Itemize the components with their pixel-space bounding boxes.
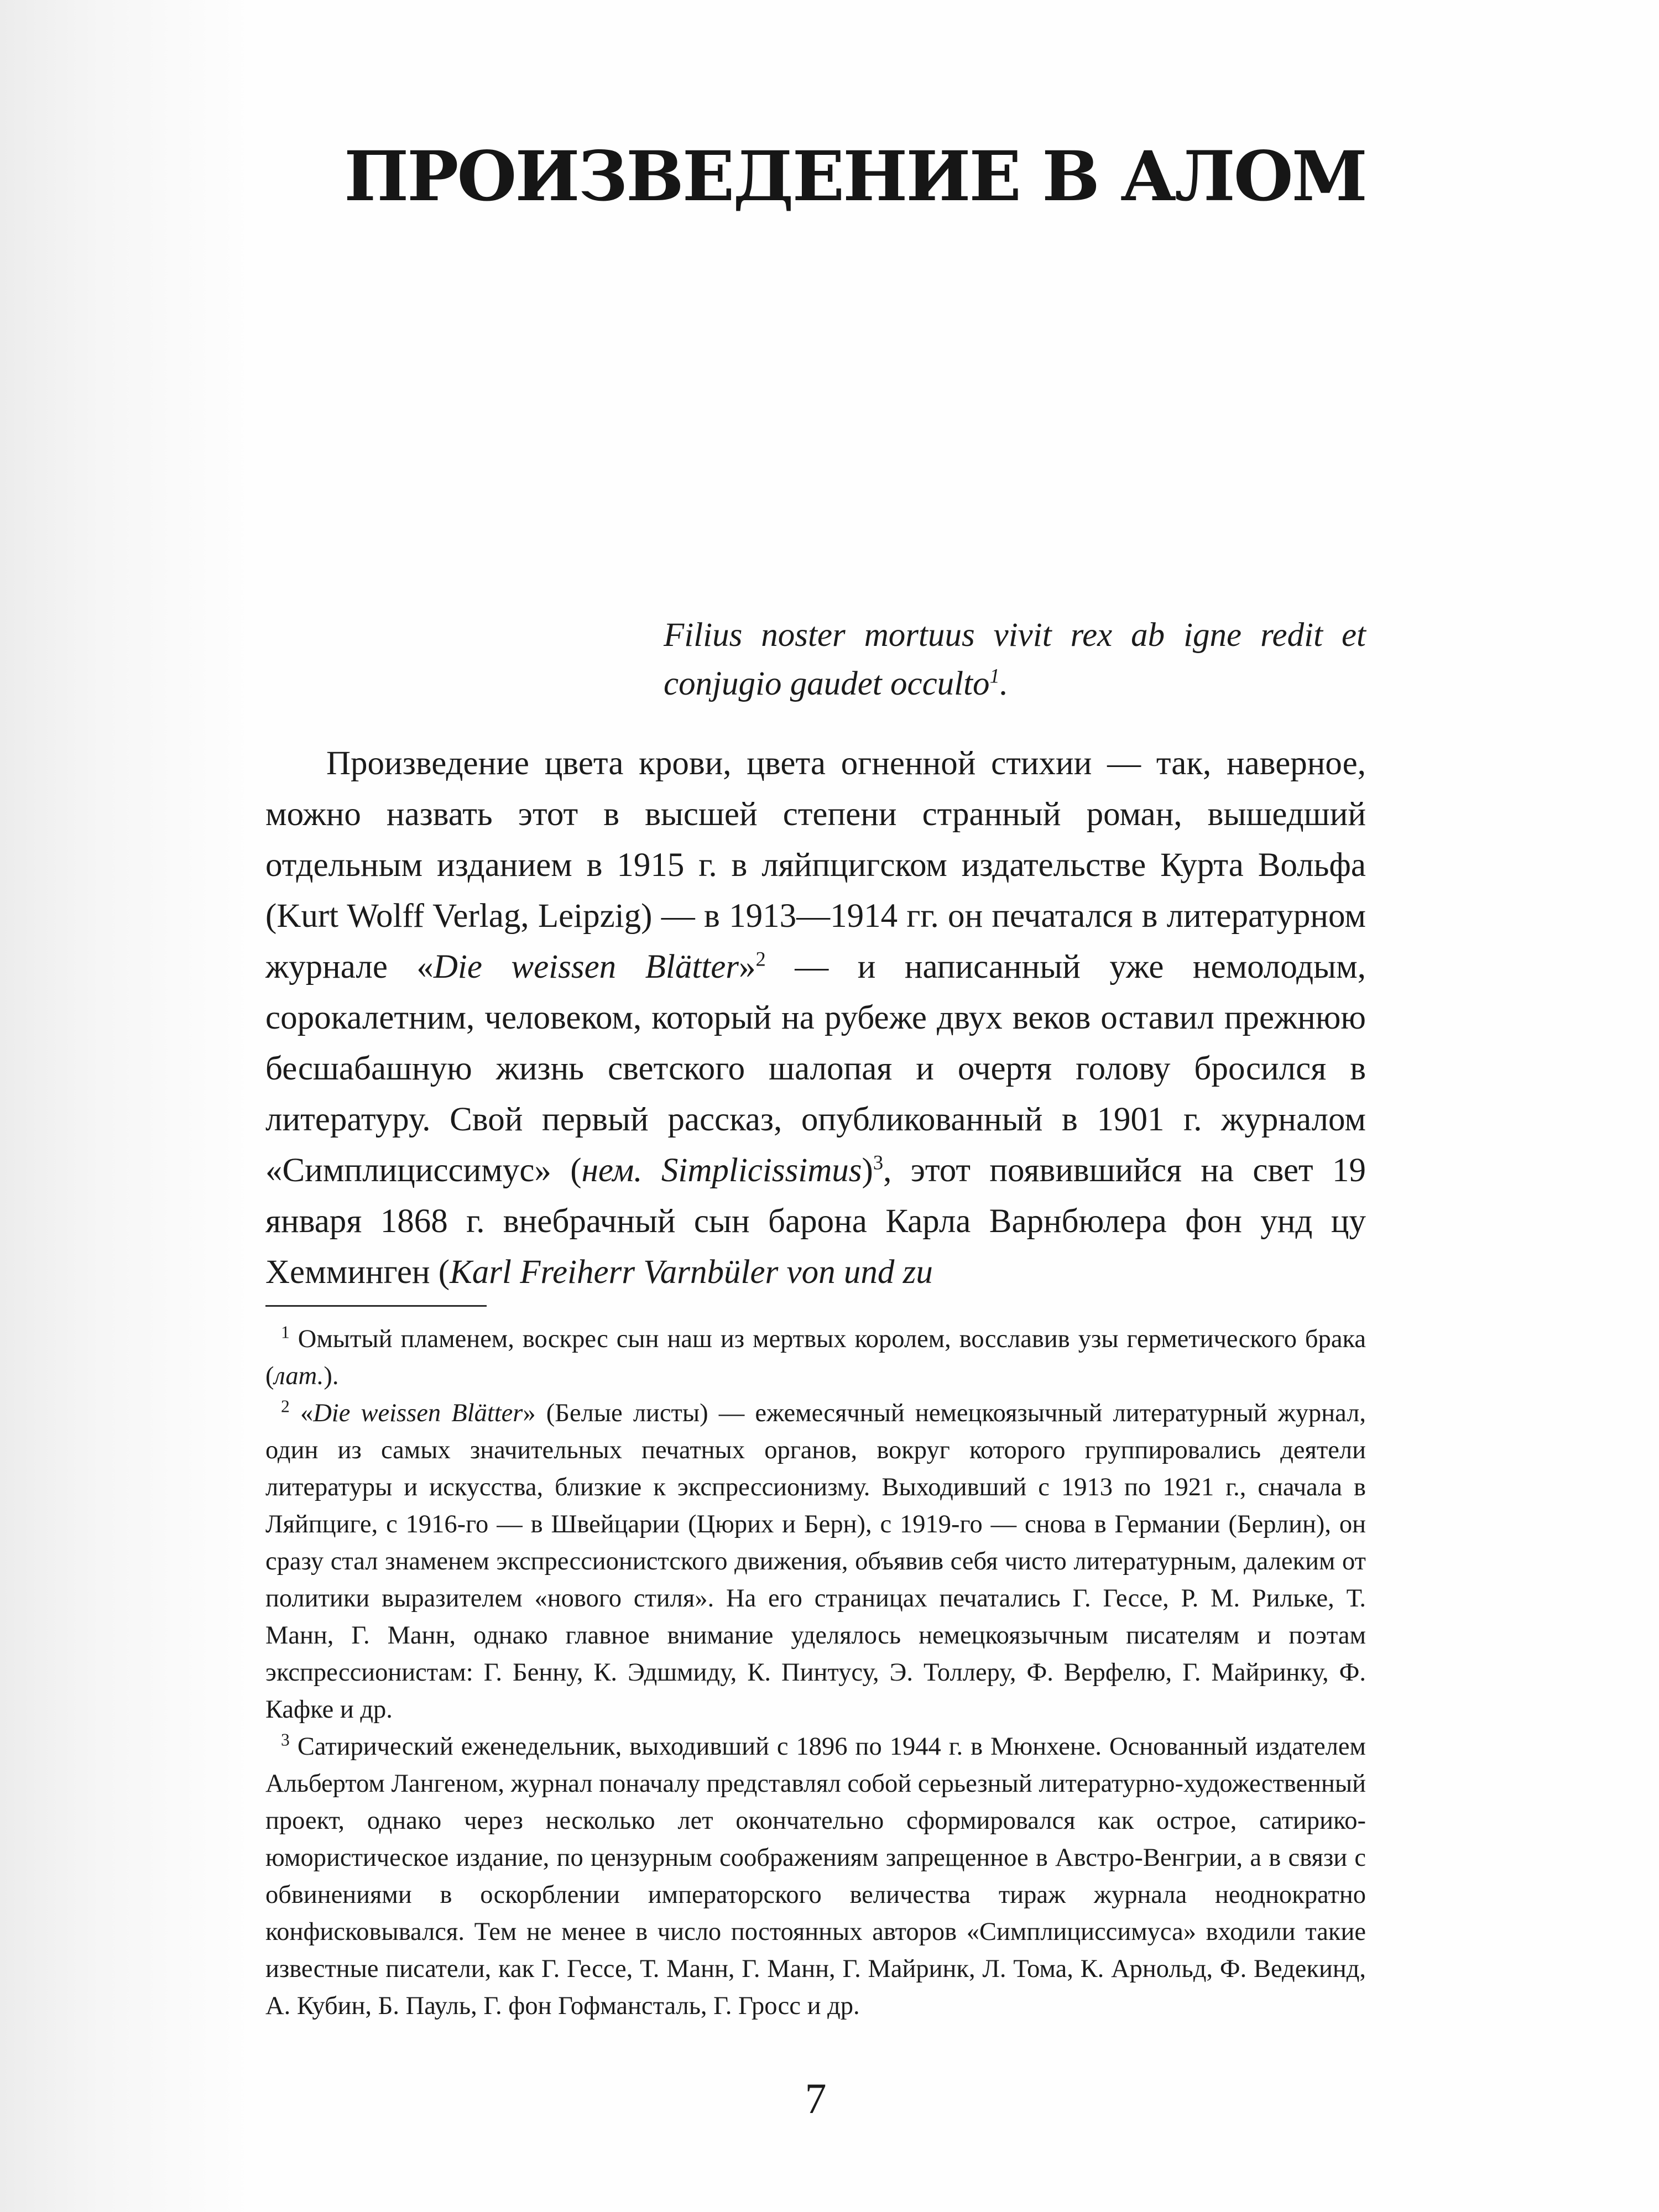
body-paragraph (265, 738, 1366, 1298)
epigraph-note-ref: 1 (989, 664, 1000, 687)
footnote-text: Сатирический еженедельник, выходивший с 1896 по 1944 г. в Мюнхене. Основанный издателем Альбертом Лангеном, журнал поначалу представлял собой серьезный литературно-художественный проект, однако через несколько лет окончательно сформировался как острое, сатирико-юмористическое издание, по цензурным соображениям запрещенное в Австро-Венгрии, а в связи с обвинениями в оскорблении императорского величества тираж журнала неоднократно конфисковывался. Тем не менее в число постоянных авторов «Симплициссимуса» входили такие известные писатели, как Г. Гессе, Т. Манн, Г. Манн, Г. Майринк, Л. Тома, К. Арнольд, Ф. Ведекинд, А. Кубин, Б. Пауль, Г. фон Гофмансталь, Г. Гросс и др. (265, 1733, 1366, 2020)
footnote-text-end: ). (324, 1362, 339, 1390)
footnote-number: 3 (281, 1730, 290, 1750)
footnote-text: » (Белые листы) — ежемесячный немецкоязычный литературный журнал, один из самых значительных печатных органов, вокруг которого группировались деятели литературы и искусства, близкие к экспрессионизму. Выходивший с 1913 по 1921 г., сначала в Ляйпциге, с 1916-го — в Швейцарии (Цюрих и Берн), с 1919-го — снова в Германии (Берлин), он сразу стал знаменем экспрессионистского движения, объявив себя чисто литературным, далеким от политики выразителем «нового стиля». На его страницах печатались Г. Гессе, Р. М. Рильке, Т. Манн, Г. Манн, однако главное внимание уделялось немецкоязычным писателям и поэтам экспрессионистам: Г. Бенну, К. Эдшмиду, К. Пинтусу, Э. Толлеру, Ф. Верфелю, Г. Майринку, Ф. Кафке и др. (265, 1399, 1366, 1724)
footnote-text-start: « (289, 1399, 314, 1427)
epigraph (664, 611, 1366, 708)
journal-title: Die weissen Blätter (433, 948, 739, 985)
body-text-part-2: » (739, 948, 756, 985)
footnote-italic: лат. (274, 1362, 324, 1390)
footnote-2 (265, 1395, 1366, 1728)
body-text-part-3: — и написанный уже немолодым, сорокалетним, человеком, который на рубеже двух веков оставил прежнюю бесшабашную жизнь светского шалопая и очертя голову бросился в литературу. Свой первый рассказ, опубликованный в 1901 г. журналом «Симплициссимус» ( (265, 948, 1366, 1189)
epigraph-end: . (999, 665, 1009, 702)
body-text-part-1: Произведение цвета крови, цвета огненной стихии — так, наверное, можно назвать этот в высшей степени странный роман, вышедший отдельным изданием в 1915 г. в ляйпцигском издательстве Курта Вольфа (Kurt Wolff Verlag, Leipzig) — в 1913—1914 гг. он печатался в литературном журнале « (265, 745, 1366, 985)
note-ref-2: 2 (755, 947, 766, 971)
chapter-title: ПРОИЗВЕДЕНИЕ В АЛОМ (344, 137, 1366, 217)
footnote-text: Омытый пламенем, воскрес сын наш из мертвых королем, восславив узы герметического брака ( (265, 1325, 1366, 1390)
footnote-3 (265, 1728, 1366, 2025)
language-note: нем. Simplicissimus (581, 1152, 862, 1189)
baron-name: Karl Freiherr Varnbüler von und zu (450, 1254, 933, 1291)
footnote-1 (265, 1321, 1366, 1395)
footnote-number: 1 (281, 1322, 290, 1342)
page-number: 7 (805, 2074, 827, 2122)
body-text-part-5: , этот появившийся на свет 19 января 1868 г. внебрачный сын барона Карла Варнбюлера фон унд цу Хемминген ( (265, 1152, 1366, 1291)
page-gutter-shadow (0, 0, 254, 2212)
epigraph-text: Filius noster mortuus vivit rex ab igne redit et conjugio gaudet occulto (664, 617, 1366, 702)
footnote-italic: Die weissen Blätter (313, 1399, 523, 1427)
note-ref-3: 3 (873, 1151, 884, 1174)
body-text-part-4: ) (862, 1152, 873, 1189)
footnote-separator (265, 1305, 487, 1307)
footnotes (265, 1321, 1366, 2025)
footnote-number: 2 (281, 1396, 290, 1416)
